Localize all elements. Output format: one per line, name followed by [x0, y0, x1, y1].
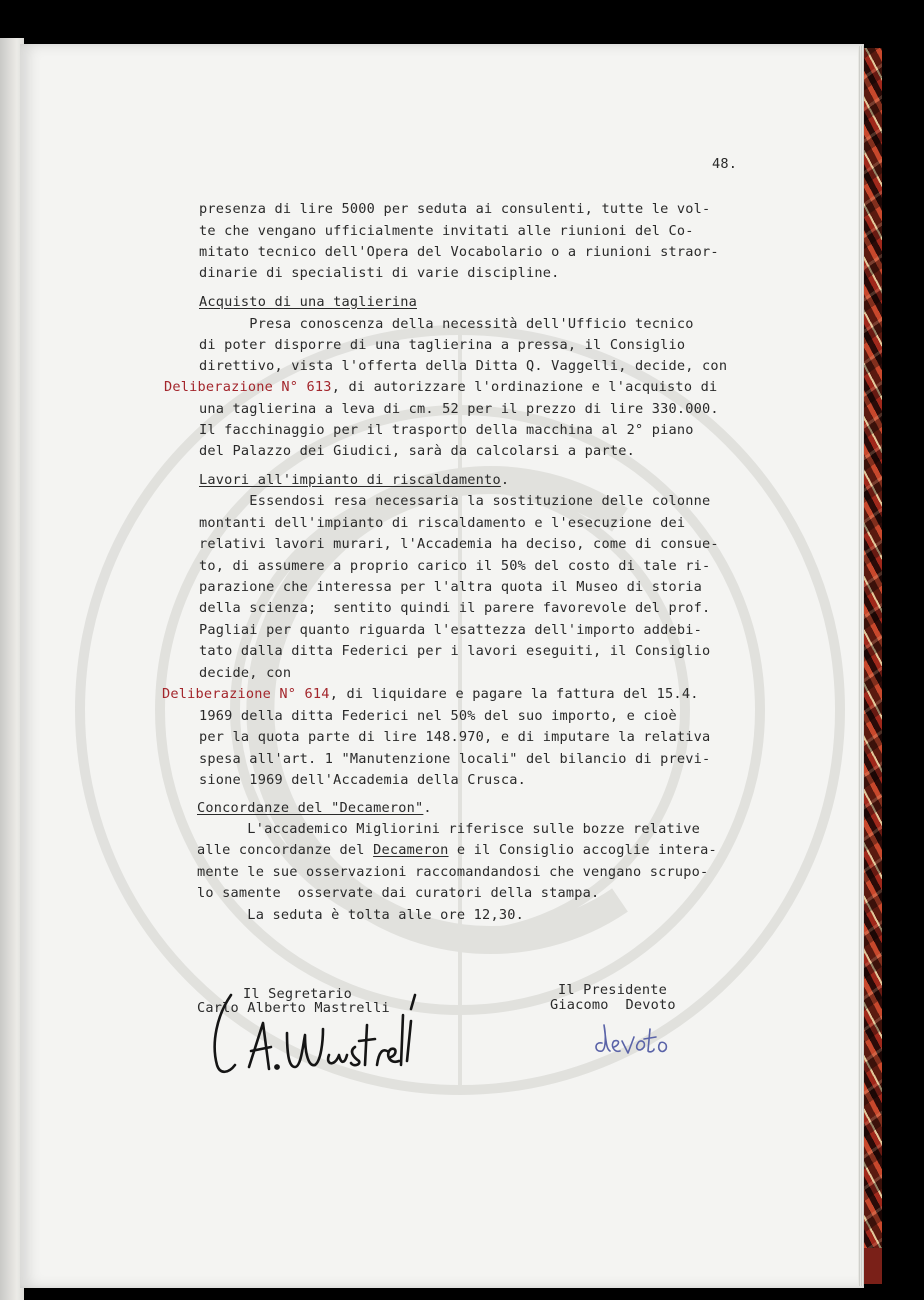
text-line: spesa all'art. 1 "Manutenzione locali" del bilancio di previ- [199, 751, 711, 767]
secretary-title: Il Segretario [243, 986, 352, 1002]
text-line: Presa conoscenza della necessità dell'Ufficio tecnico [199, 316, 694, 332]
text-line: Il facchinaggio per il trasporto della macchina al 2° piano [199, 422, 694, 438]
text-line: relativi lavori murari, l'Accademia ha deciso, come di consue- [199, 536, 719, 552]
secretary-name: Carlo Alberto Mastrelli [197, 1000, 390, 1016]
text-fragment: e il Consiglio accoglie intera- [448, 842, 717, 858]
text-line: per la quota parte di lire 148.970, e di imputare la relativa [199, 729, 711, 745]
section-heading-riscaldamento [199, 472, 509, 488]
text-line: di poter disporre di una taglierina a pressa, il Consiglio [199, 337, 686, 353]
deliberation-line [162, 686, 699, 702]
text-line: mitato tecnico dell'Opera del Vocabolario o a riunioni straor- [199, 244, 719, 260]
deliberation-label-613: Deliberazione N° 613 [164, 379, 332, 395]
text-fragment: alle concordanze del [197, 842, 374, 858]
text-line: tato dalla ditta Federici per i lavori eseguiti, il Consiglio [199, 643, 711, 659]
text-line: una taglierina a leva di cm. 52 per il prezzo di lire 330.000. [199, 401, 719, 417]
text-line: Pagliai per quanto riguarda l'esattezza dell'importo addebi- [199, 622, 703, 638]
text-line [197, 842, 717, 858]
closing-line: La seduta è tolta alle ore 12,30. [197, 907, 524, 923]
text-line: sione 1969 dell'Accademia della Crusca. [199, 772, 526, 788]
heading-text: Lavori all'impianto di riscaldamento [199, 472, 501, 488]
text-fragment: , di liquidare e pagare la fattura del 15.4. [329, 686, 699, 702]
text-line: direttivo, vista l'offerta della Ditta Q. Vaggelli, decide, con [199, 358, 728, 374]
text-line: dinarie di specialisti di varie discipline. [199, 265, 560, 281]
text-line: della scienza; sentito quindi il parere favorevole del prof. [199, 600, 711, 616]
page-stack-edge [858, 46, 864, 1286]
section-heading-taglierina: Acquisto di una taglierina [199, 294, 417, 310]
section-heading-decameron [197, 800, 432, 816]
text-line: L'accademico Migliorini riferisce sulle bozze relative [197, 821, 701, 837]
text-line: to, di assumere a proprio carico il 50% del costo di tale ri- [199, 558, 711, 574]
text-line: decide, con [199, 665, 292, 681]
title-decameron: Decameron [373, 842, 449, 858]
text-line: mente le sue osservazioni raccomandandosi che vengano scrupo- [197, 864, 709, 880]
text-line: presenza di lire 5000 per seduta ai consulenti, tutte le vol- [199, 201, 711, 217]
heading-punct: . [423, 800, 432, 816]
text-line: Essendosi resa necessaria la sostituzione delle colonne [199, 493, 711, 509]
secretary-signature-icon [205, 985, 420, 1080]
text-line: parazione che interessa per l'altra quota il Museo di storia [199, 579, 703, 595]
text-fragment: , di autorizzare l'ordinazione e l'acquisto di [331, 379, 718, 395]
deliberation-line [164, 379, 717, 395]
text-line: del Palazzo dei Giudici, sarà da calcolarsi a parte. [199, 443, 635, 459]
page-number: 48. [712, 156, 738, 172]
heading-punct: . [500, 472, 510, 488]
heading-text: Concordanze del "Decameron" [197, 800, 424, 816]
text-line: lo samente osservate dai curatori della stampa. [197, 885, 600, 901]
text-line: montanti dell'impianto di riscaldamento e l'esecuzione dei [199, 515, 686, 531]
president-signature-icon [590, 1015, 680, 1059]
text-line: 1969 della ditta Federici nel 50% del suo importo, e cioè [199, 708, 677, 724]
text-line: te che vengano ufficialmente invitati alle riunioni del Co- [199, 223, 694, 239]
president-title: Il Presidente [558, 982, 667, 998]
deliberation-label-614: Deliberazione N° 614 [162, 686, 330, 702]
president-name: Giacomo Devoto [550, 997, 676, 1013]
